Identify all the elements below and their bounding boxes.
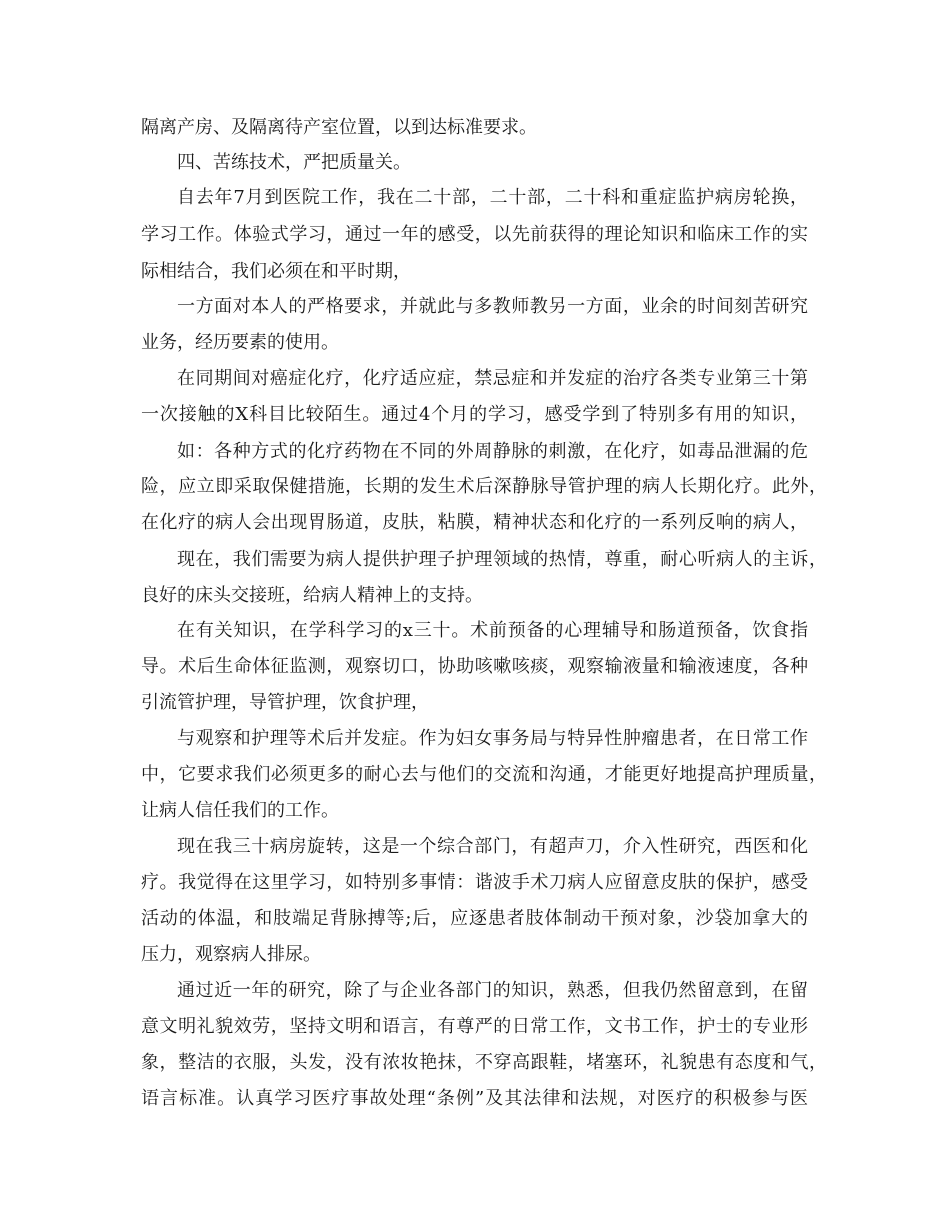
text-line: 现在，我们需要为病人提供护理子护理领域的热情，尊重，耐心听病人的主诉，	[177, 549, 827, 570]
text-line: 一方面对本人的严格要求，并就此与多教师教另一方面，业余的时间刻苦研究	[177, 296, 808, 317]
text-line: 活动的体温，和肢端足背脉搏等;后，应逐患者肢体制动干预对象，沙袋加拿大的	[141, 908, 808, 929]
text-line: 在有关知识，在学科学习的x三十。术前预备的心理辅导和肠道预备，饮食指	[177, 620, 808, 641]
text-line: 中，它要求我们必须更多的耐心去与他们的交流和沟通，才能更好地提高护理质量，	[141, 764, 827, 785]
text-line: 导。术后生命体征监测，观察切口，协助咳嗽咳痰，观察输液量和输液速度，各种	[141, 656, 808, 677]
text-line: 疗。我觉得在这里学习，如特别多事情：谐波手术刀病人应留意皮肤的保护，感受	[141, 872, 808, 893]
text-line: 际相结合，我们必须在和平时期，	[141, 261, 411, 282]
text-line: 隔离产房、及隔离待产室位置，以到达标准要求。	[141, 117, 537, 138]
text-line: 现在我三十病房旋转，这是一个综合部门，有超声刀，介入性研究，西医和化	[177, 836, 808, 857]
text-line: 与观察和护理等术后并发症。作为妇女事务局与特异性肿瘤患者，在日常工作	[177, 728, 808, 749]
text-line: 语言标准。认真学习医疗事故处理“条例”及其法律和法规，对医疗的积极参与医	[141, 1088, 808, 1109]
text-line: 学习工作。体验式学习，通过一年的感受，以先前获得的理论知识和临床工作的实	[141, 224, 808, 245]
text-line: 让病人信任我们的工作。	[141, 800, 339, 821]
text-line: 压力，观察病人排尿。	[141, 944, 321, 965]
text-line: 四、苦练技术，严把质量关。	[177, 152, 411, 173]
text-line: 意文明礼貌效劳，坚持文明和语言，有尊严的日常工作，文书工作，护士的专业形	[141, 1016, 808, 1037]
text-line: 险，应立即采取保健措施，长期的发生术后深静脉导管护理的病人长期化疗。此外，	[141, 476, 827, 497]
text-line: 通过近一年的研究，除了与企业各部门的知识，熟悉，但我仍然留意到，在留	[177, 980, 808, 1001]
text-line: 良好的床头交接班，给病人精神上的支持。	[141, 585, 483, 606]
text-line: 象，整洁的衣服，头发，没有浓妆艳抹，不穿高跟鞋，堵塞环，礼貌患有态度和气，	[141, 1052, 827, 1073]
text-line: 引流管护理，导管护理，饮食护理，	[141, 692, 429, 713]
text-line: 在化疗的病人会出现胃肠道，皮肤，粘膜，精神状态和化疗的一系列反响的病人，	[141, 512, 808, 533]
text-line: 在同期间对癌症化疗，化疗适应症，禁忌症和并发症的治疗各类专业第三十第	[177, 368, 808, 389]
text-line: 一次接触的X科目比较陌生。通过4个月的学习，感受学到了特别多有用的知识，	[141, 404, 808, 425]
text-line: 业务，经历要素的使用。	[141, 332, 339, 353]
text-line: 如：各种方式的化疗药物在不同的外周静脉的刺激，在化疗，如毒品泄漏的危	[177, 441, 808, 462]
text-line: 自去年7月到医院工作，我在二十部，二十部，二十科和重症监护病房轮换，	[177, 187, 808, 208]
